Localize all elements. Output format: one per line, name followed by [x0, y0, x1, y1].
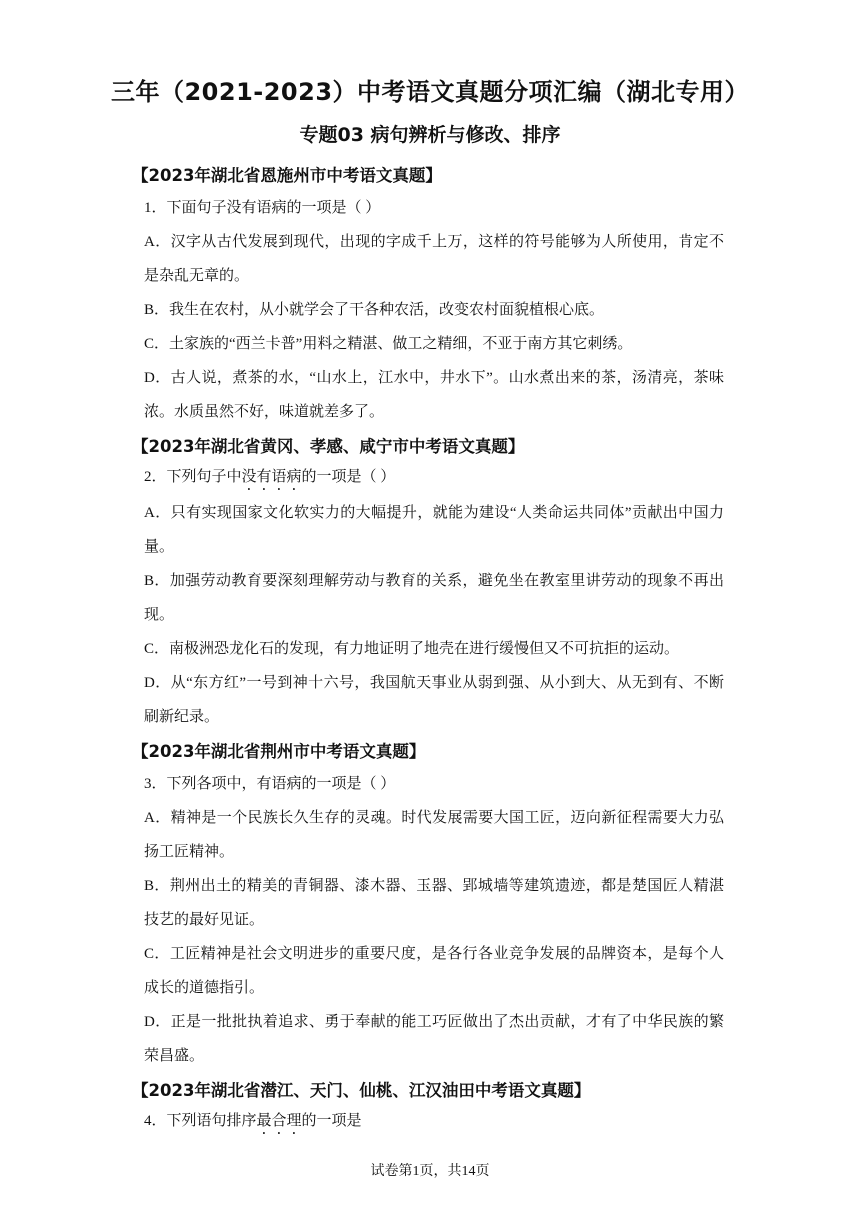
q2-option-b-line1: B．加强劳动教育要深刻理解劳动与教育的关系，避免坐在教室里讲劳动的现象不再出: [144, 573, 724, 589]
section-header-2: 【2023年湖北省黄冈、孝感、咸宁市中考语文真题】: [132, 437, 525, 456]
q3-option-b-line1: B．荆州出土的精美的青铜器、漆木器、玉器、郢城墙等建筑遗迹，都是楚国匠人精湛: [144, 878, 724, 894]
question-3-stem: 3．下列各项中，有语病的一项是（ ）: [144, 776, 396, 792]
q3-option-a-line1: A．精神是一个民族长久生存的灵魂。时代发展需要大国工匠，迈向新征程需要大力弘: [144, 810, 724, 826]
section-header-4: 【2023年湖北省潜江、天门、仙桃、江汉油田中考语文真题】: [132, 1081, 591, 1100]
q2-option-a-line1: A．只有实现国家文化软实力的大幅提升，就能为建设“人类命运共同体”贡献出中国力: [144, 505, 724, 521]
q4-stem-post: 的一项是: [301, 1113, 362, 1129]
q2-option-b-line2: 现。: [144, 607, 175, 623]
q1-option-a-line1: A．汉字从古代发展到现代，出现的字成千上万，这样的符号能够为人所使用，肯定不: [144, 234, 724, 250]
q3-option-c-line2: 成长的道德指引。: [144, 980, 265, 996]
question-4-stem: [144, 1109, 724, 1138]
q4-stem-emphasis: 最合理: [256, 1113, 302, 1129]
question-1-stem: 1．下面句子没有语病的一项是（ ）: [144, 200, 381, 216]
q1-option-a-line2: 是杂乱无章的。: [144, 268, 250, 284]
q3-option-d-line2: 荣昌盛。: [144, 1048, 205, 1064]
q3-option-a-line2: 扬工匠精神。: [144, 844, 235, 860]
q2-stem-emphasis: 没有语病: [241, 469, 302, 485]
q2-option-d-line2: 刷新纪录。: [144, 709, 220, 725]
q2-stem-pre: 2．下列句子中: [144, 469, 242, 485]
q3-option-c-line1: C．工匠精神是社会文明进步的重要尺度，是各行各业竞争发展的品牌资本，是每个人: [144, 946, 724, 962]
q1-option-b: B．我生在农村，从小就学会了干各种农活，改变农村面貌植根心底。: [144, 302, 605, 318]
page-footer: 试卷第1页，共14页: [370, 1164, 490, 1179]
section-header-1: 【2023年湖北省恩施州市中考语文真题】: [132, 166, 442, 185]
section-header-3: 【2023年湖北省荆州市中考语文真题】: [132, 742, 426, 761]
q1-option-d-line2: 浓。水质虽然不好，味道就差多了。: [144, 404, 385, 420]
q2-option-a-line2: 量。: [144, 539, 175, 555]
q4-stem-pre: 4．下列语句排序: [144, 1113, 257, 1129]
q2-option-c: C．南极洲恐龙化石的发现，有力地证明了地壳在进行缓慢但又不可抗拒的运动。: [144, 641, 680, 657]
q1-option-c: C．土家族的“西兰卡普”用料之精湛、做工之精细，不亚于南方其它刺绣。: [144, 336, 633, 352]
document-subtitle: 专题03 病句辨析与修改、排序: [299, 124, 561, 146]
q1-option-d-line1: D．古人说，煮茶的水，“山水上，江水中，井水下”。山水煮出来的茶，汤清亮，茶味: [144, 370, 724, 386]
document-title: 三年（2021-2023）中考语文真题分项汇编（湖北专用）: [110, 78, 750, 106]
question-2-stem: [144, 465, 724, 494]
q2-stem-post: 的一项是（ ）: [301, 469, 396, 485]
q3-option-b-line2: 技艺的最好见证。: [144, 912, 265, 928]
q2-option-d-line1: D．从“东方红”一号到神十六号，我国航天事业从弱到强、从小到大、从无到有、不断: [144, 675, 724, 691]
q3-option-d-line1: D．正是一批批执着追求、勇于奉献的能工巧匠做出了杰出贡献，才有了中华民族的繁: [144, 1014, 724, 1030]
